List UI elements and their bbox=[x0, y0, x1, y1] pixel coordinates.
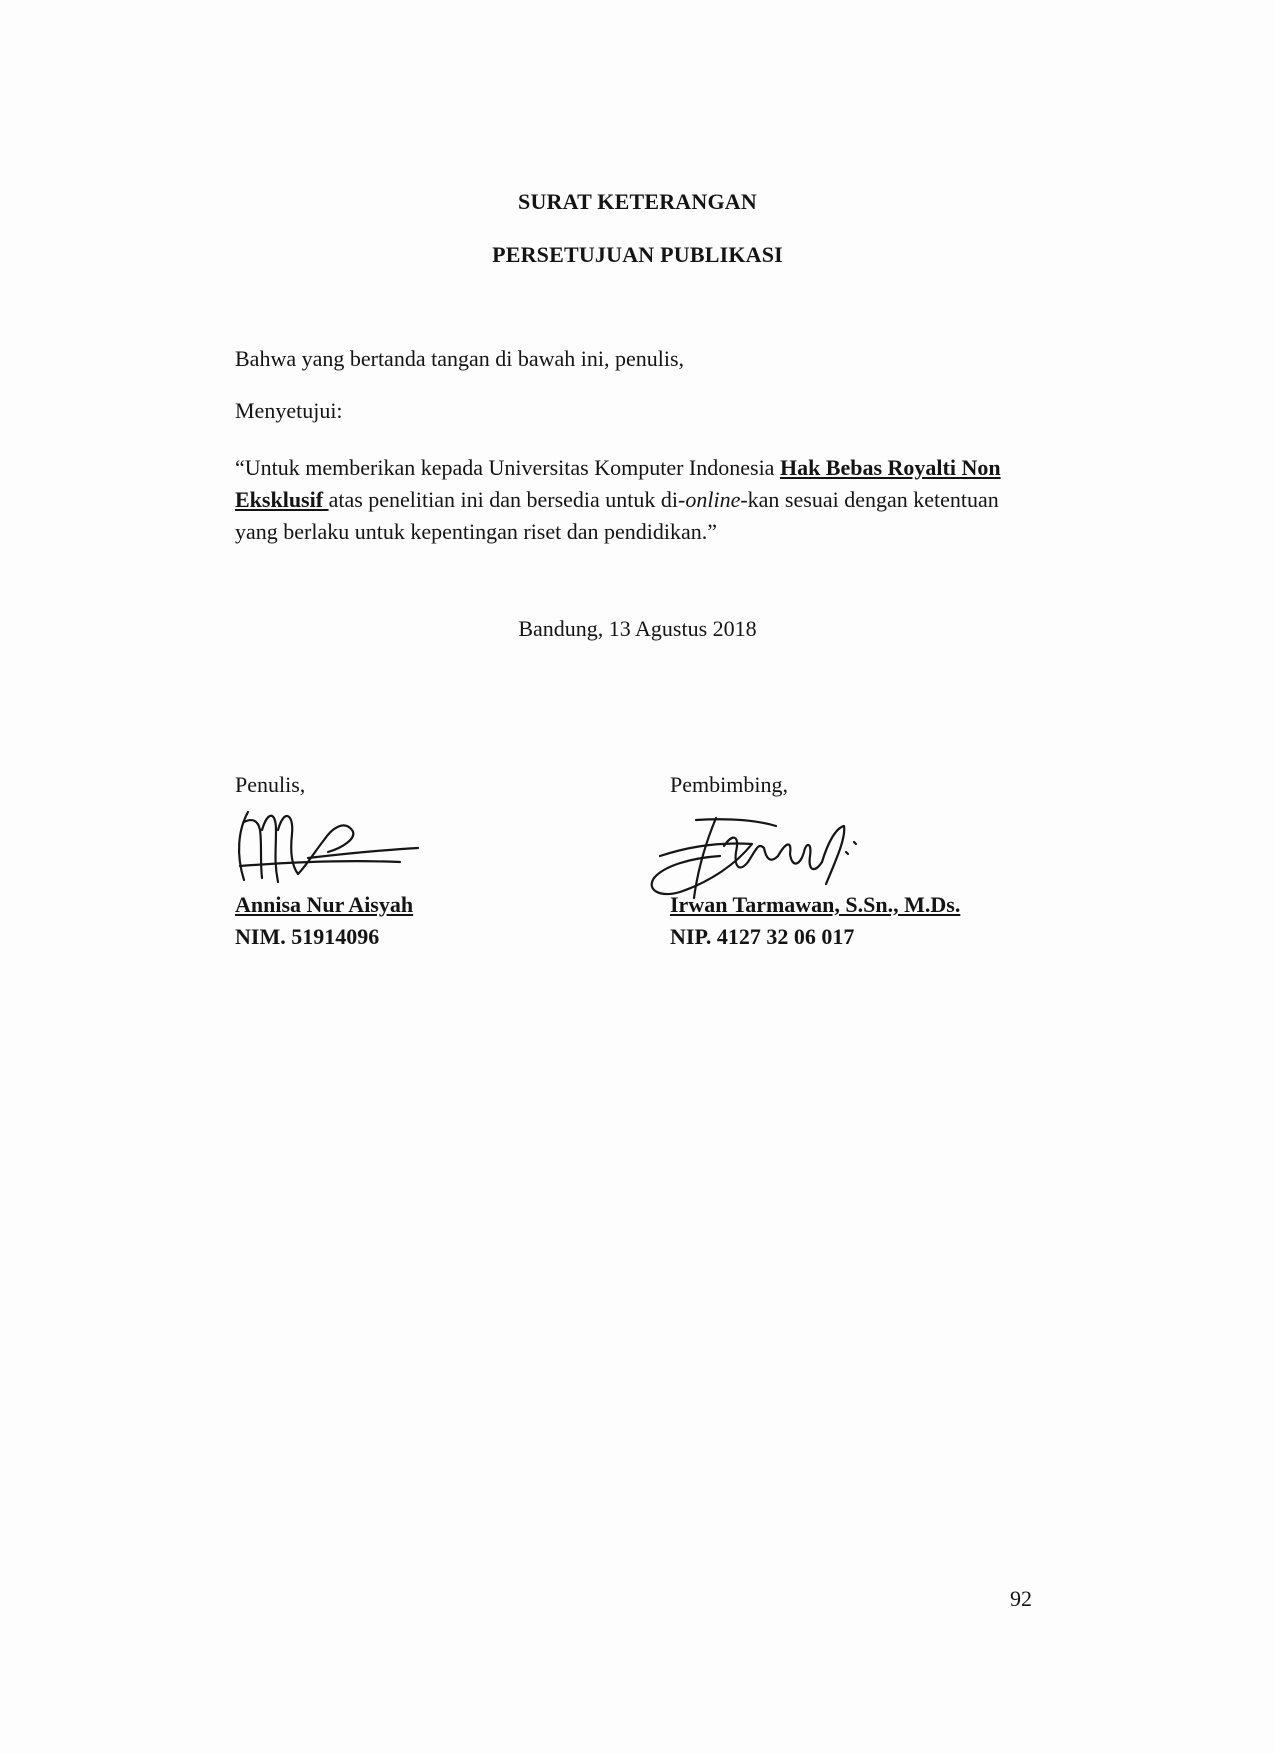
page-number: 92 bbox=[1010, 1586, 1032, 1611]
intro-statement: Bahwa yang bertanda tangan di bawah ini, penulis, bbox=[235, 346, 685, 371]
quote-italic: online bbox=[685, 487, 741, 512]
quote-text-part1: “Untuk memberikan kepada Universitas Komputer Indonesia bbox=[235, 455, 780, 480]
supervisor-signature-icon bbox=[640, 812, 870, 910]
document-title: SURAT KETERANGAN bbox=[518, 189, 757, 214]
agreement-label: Menyetujui: bbox=[235, 398, 343, 423]
supervisor-nip: NIP. 4127 32 06 017 bbox=[670, 924, 855, 949]
supervisor-name: Irwan Tarmawan, S.Sn., M.Ds. bbox=[670, 892, 961, 917]
author-signature-icon bbox=[232, 800, 422, 890]
author-nim: NIM. 51914096 bbox=[235, 924, 380, 949]
quote-text-part2: atas penelitian ini dan bersedia untuk di- bbox=[328, 487, 686, 512]
agreement-quote bbox=[235, 452, 1040, 548]
quote-highlight: Hak Bebas Royalti Non Eksklusif bbox=[235, 455, 1001, 512]
document-subtitle: PERSETUJUAN PUBLIKASI bbox=[492, 242, 783, 267]
place-date: Bandung, 13 Agustus 2018 bbox=[518, 616, 757, 641]
author-role: Penulis, bbox=[235, 772, 306, 797]
quote-text-part3: -kan sesuai dengan ketentuan yang berlaku untuk kepentingan riset dan pendidikan.” bbox=[235, 487, 999, 544]
supervisor-role: Pembimbing, bbox=[670, 772, 788, 797]
author-name: Annisa Nur Aisyah bbox=[235, 892, 414, 917]
